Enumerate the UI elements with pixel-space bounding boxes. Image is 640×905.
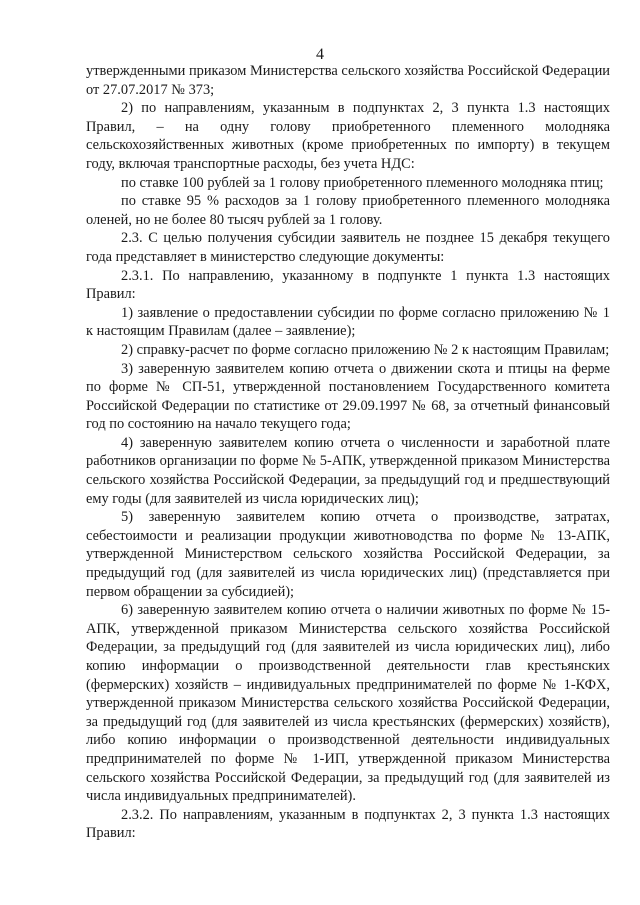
paragraph-2-3-1: 2.3.1. По направлению, указанному в подпункте 1 пункта 1.3 настоящих Правил: — [86, 267, 610, 303]
paragraph-continuation: утвержденными приказом Министерства сельского хозяйства Российской Федерации от 27.07.2017 № 373; — [86, 63, 610, 98]
list-item-2: 2) справку-расчет по форме согласно приложению № 2 к настоящим Правилам; — [121, 341, 610, 358]
list-item-6: 6) заверенную заявителем копию отчета о наличии животных по форме № 15-АПК, утвержденной приказом Министерства сельского хозяйства Российской Федерации, за предыдущий год (для заявителей из числа юридических лиц), либо копию информации о производственной деятельности глав крестьянских (фермерских) хозяйств – индивидуальных предпринимателей по форме № 1-КФХ, утвержденной приказом Министерства сельского хозяйства Российской Федерации, за предыдущий год (для заявителей из числа крестьянских (фермерских) хозяйств), либо копию информации о производственной деятельности индивидуальных предпринимателей по форме № 1-ИП, утвержденной приказом Министерства сельского хозяйства Российской Федерации, за предыдущий год (для заявителей из числа индивидуальных предпринимателей). — [86, 602, 610, 805]
list-item-1: 1) заявление о предоставлении субсидии по форме согласно приложению № 1 к настоящим Правилам (далее – заявление); — [86, 304, 610, 340]
paragraph-rate-deer: по ставке 95 % расходов за 1 голову приобретенного племенного молодняка оленей, но не более 80 тысяч рублей за 1 голову. — [86, 193, 610, 228]
paragraph-2-3: 2.3. С целью получения субсидии заявитель не позднее 15 декабря текущего года представляет в министерство следующие документы: — [86, 230, 610, 265]
list-item-3: 3) заверенную заявителем копию отчета о движении скота и птицы на ферме по форме № СП-51, утвержденной постановлением Государственного комитета Российской Федерации по статистике от 29.09.1997 № 68, за отчетный финансовый год по состоянию на начало текущего года; — [86, 360, 610, 433]
document-body — [86, 62, 610, 843]
paragraph-2-3-2: 2.3.2. По направлениям, указанным в подпунктах 2, 3 пункта 1.3 настоящих Правил: — [86, 806, 610, 842]
list-item-4: 4) заверенную заявителем копию отчета о численности и заработной плате работников организации по форме № 5-АПК, утвержденной приказом Министерства сельского хозяйства Российской Федерации, за предыдущий год и предшествующий ему годы (для заявителей из числа юридических лиц); — [86, 434, 610, 507]
paragraph-item-2: 2) по направлениям, указанным в подпунктах 2, 3 пункта 1.3 настоящих Правил, – на одну голову приобретенного племенного молодняка сельскохозяйственных животных (кроме приобретенных по импорту) в текущем году, включая транспортные расходы, без учета НДС: — [86, 100, 610, 172]
paragraph-rate-birds: по ставке 100 рублей за 1 голову приобретенного племенного молодняка птиц; — [121, 174, 604, 191]
list-item-5: 5) заверенную заявителем копию отчета о производстве, затратах, себестоимости и реализации продукции животноводства по форме № 13-АПК, утвержденной Министерством сельского хозяйства Российской Федерации, за предыдущий год (для заявителей из числа юридических лиц) (представляется при первом обращении за субсидией); — [86, 509, 610, 600]
page-number: 4 — [316, 46, 324, 63]
